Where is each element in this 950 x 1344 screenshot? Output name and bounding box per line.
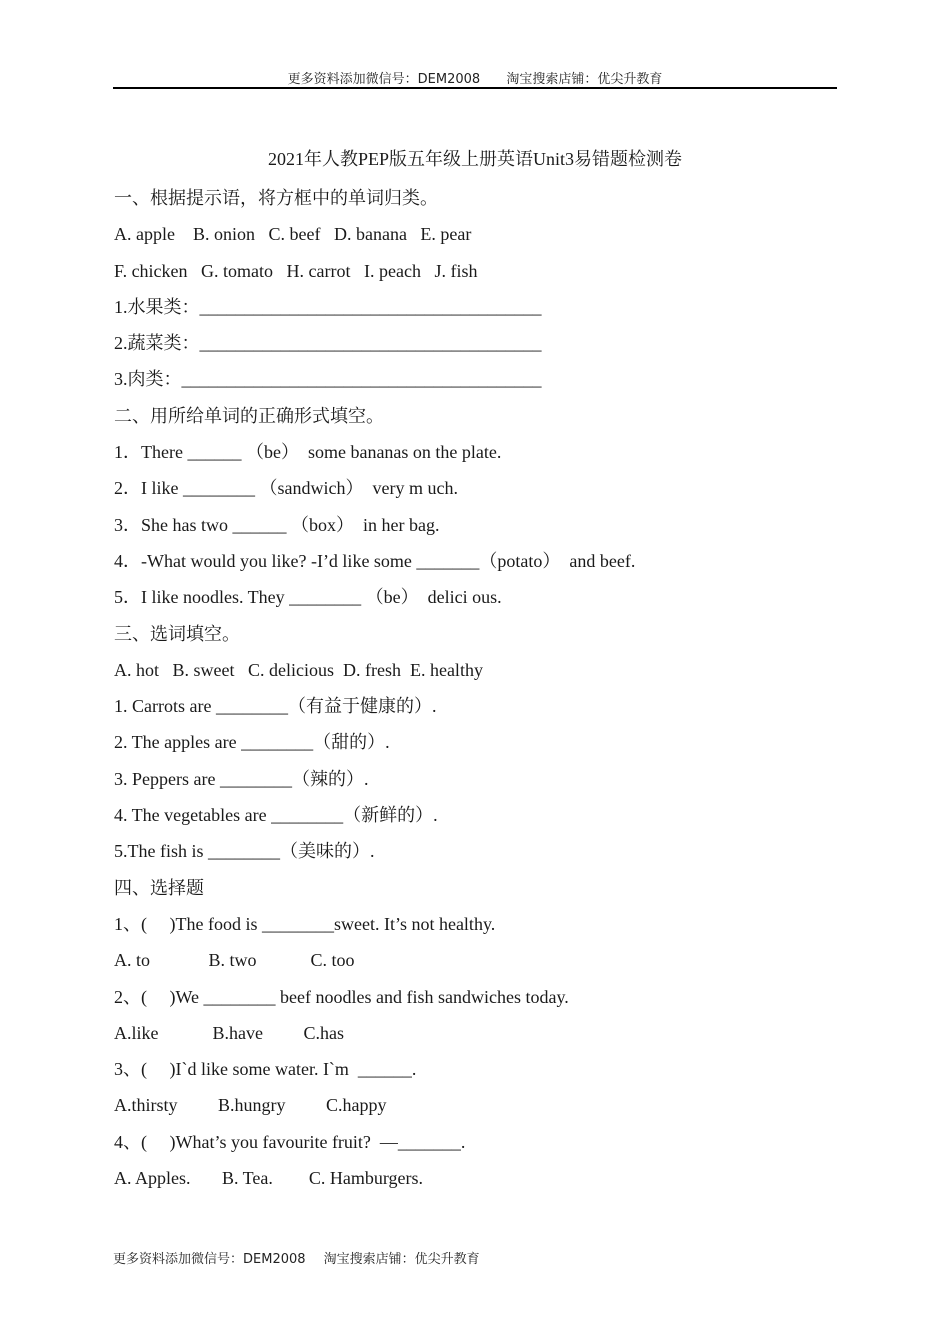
header-taobao-text: 淘宝搜索店铺：优尖升教育	[506, 72, 663, 87]
section-2-heading: 二、用所给单词的正确形式填空。	[114, 405, 384, 426]
vegetable-category-line: 2.蔬菜类：______________________________________	[114, 333, 542, 354]
page-footer	[113, 1248, 480, 1267]
footer-wechat-text: 更多资料添加微信号：DEM2008	[113, 1252, 306, 1267]
multiple-choice-options: A.thirsty B.hungry C.happy	[114, 1095, 387, 1116]
multiple-choice-question: 4、( )What’s you favourite fruit? —_______.	[114, 1131, 466, 1152]
meat-category-line: 3.肉类：________________________________________	[114, 369, 542, 390]
multiple-choice-options: A. Apples. B. Tea. C. Hamburgers.	[114, 1168, 424, 1189]
word-bank-row-1: A. apple B. onion C. beef D. banana E. pear	[114, 224, 472, 245]
header-wechat-text: 更多资料添加微信号：DEM2008	[287, 72, 481, 87]
multiple-choice-options: A.like B.have C.has	[114, 1022, 344, 1043]
fill-form-question: 3．She has two ______ （box） in her bag.	[114, 514, 440, 535]
page-header	[113, 68, 837, 87]
multiple-choice-options: A. to B. two C. too	[114, 950, 355, 971]
section-1-heading: 一、根据提示语，将方框中的单词归类。	[114, 188, 438, 208]
fill-form-question: 2．I like ________ （sandwich） very m uch.	[114, 478, 458, 499]
multiple-choice-question: 3、( )I`d like some water. I`m ______.	[114, 1059, 417, 1080]
fill-form-question: 1．There ______ （be） some bananas on the plate.	[114, 442, 502, 463]
worksheet-body	[114, 186, 844, 1202]
choose-word-question: 1. Carrots are ________（有益于健康的）.	[114, 696, 437, 717]
footer-taobao-text: 淘宝搜索店铺：优尖升教育	[323, 1252, 480, 1267]
choose-word-question: 5.The fish is ________（美味的）.	[114, 841, 375, 862]
fruit-category-line: 1.水果类：______________________________________	[114, 296, 542, 317]
choose-word-question: 3. Peppers are ________（辣的）.	[114, 768, 369, 789]
multiple-choice-question: 2、( )We ________ beef noodles and fish sandwiches today.	[114, 986, 569, 1007]
word-bank-row-2: F. chicken G. tomato H. carrot I. peach J. fish	[114, 260, 478, 281]
section-4-heading: 四、选择题	[114, 877, 204, 898]
fill-form-question: 4．-What would you like? -I’d like some _______（potato） and beef.	[114, 550, 636, 571]
section-3-heading: 三、选词填空。	[114, 623, 240, 644]
fill-form-question: 5．I like noodles. They ________ （be） delici ous.	[114, 587, 502, 608]
header-divider	[113, 87, 837, 89]
choose-word-question: 2. The apples are ________（甜的）.	[114, 732, 390, 753]
multiple-choice-question: 1、( )The food is ________sweet. It’s not healthy.	[114, 913, 496, 934]
choose-word-question: 4. The vegetables are ________（新鲜的）.	[114, 805, 438, 826]
choice-word-bank: A. hot B. sweet C. delicious D. fresh E. healthy	[114, 659, 483, 680]
page-title: 2021年人教PEP版五年级上册英语Unit3易错题检测卷	[267, 149, 683, 169]
